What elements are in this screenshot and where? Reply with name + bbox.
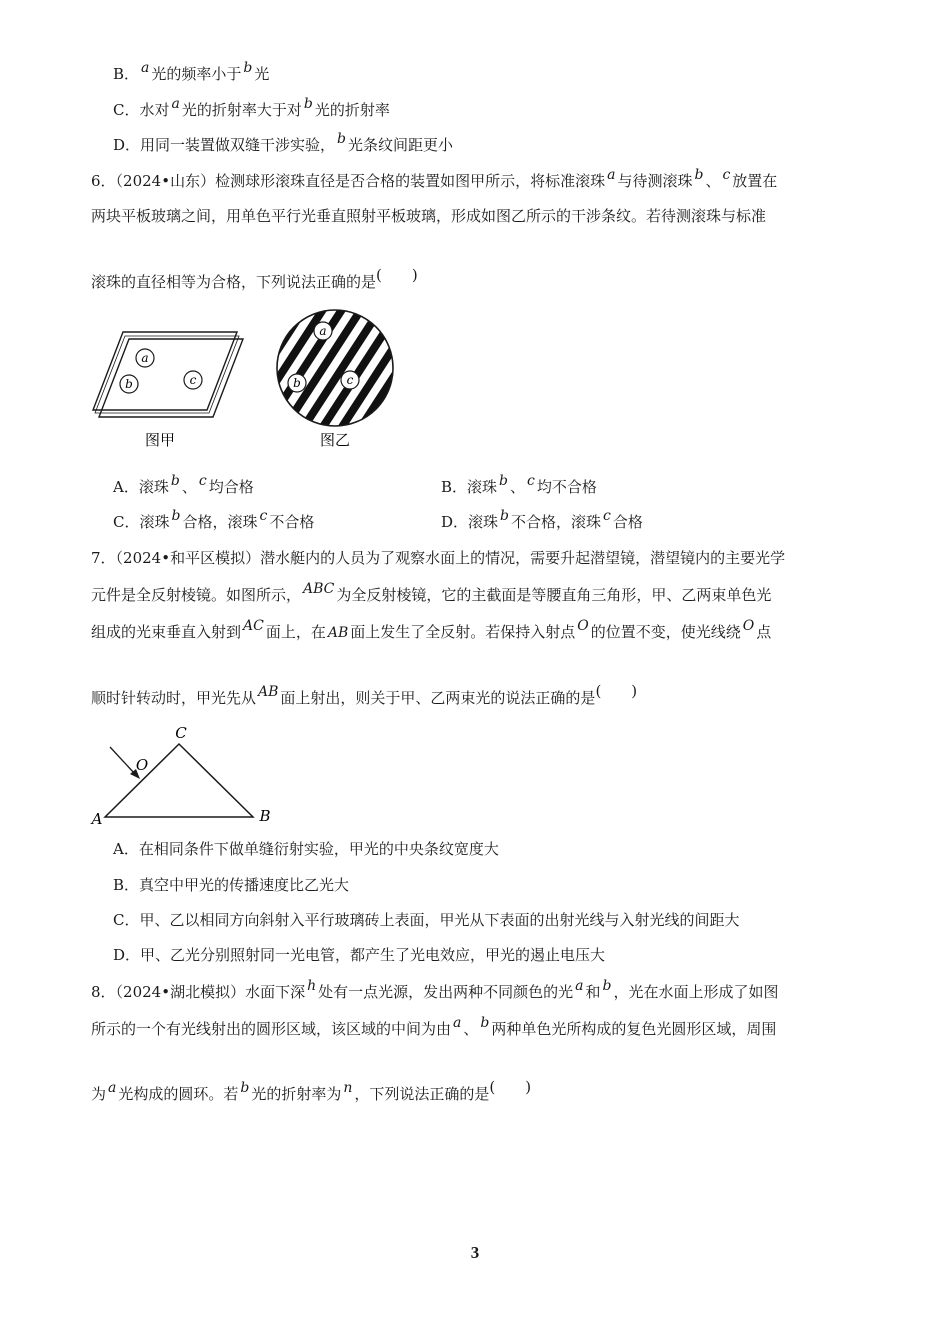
math-var: b: [243, 60, 253, 76]
math-var: a: [171, 96, 180, 112]
stem-text: 检测球形滚珠直径是否合格的装置如图甲所示，将标准滚珠: [215, 172, 606, 190]
math-var: b: [602, 978, 612, 994]
fig-jia-glass-plates: [93, 332, 243, 417]
option-text: 光的频率小于: [151, 65, 242, 83]
option-label: B．: [113, 876, 140, 894]
math-var: b: [500, 508, 510, 524]
q5-option-c: [113, 96, 390, 121]
option-text: 甲、乙以相同方向斜射入平行玻璃砖上表面，甲光从下表面的出射光线与入射光线的间距大: [139, 911, 740, 929]
option-text: 滚珠: [138, 478, 169, 496]
stem-text: 潜水艇内的人员为了观察水面上的情况，需要升起潜望镜，潜望镜内的主要光学: [260, 549, 786, 567]
math-var: c: [198, 473, 207, 489]
label-O: O: [135, 756, 149, 774]
option-text: 在相同条件下做单缝衍射实验，甲光的中央条纹宽度大: [138, 840, 499, 858]
q6-figures: [85, 308, 415, 458]
option-label: D．: [441, 513, 469, 531]
option-text: 光: [254, 65, 270, 83]
stem-text: 面上射出，则关于甲、乙两束光的说法正确的是: [280, 689, 596, 707]
stem-text: 点: [756, 623, 772, 641]
ball-a-label-yi: a: [319, 324, 327, 338]
math-var: b: [480, 1015, 490, 1031]
math-var: ABC: [303, 581, 335, 597]
question-source: （2024•和平区模拟）: [115, 549, 261, 567]
option-text: 水对: [139, 101, 170, 119]
q7-stem-line3: [91, 618, 772, 643]
option-label: C．: [113, 101, 140, 119]
stem-text: 滚珠的直径相等为合格，下列说法正确的是: [91, 273, 377, 291]
label-B: B: [259, 807, 271, 825]
q6-option-d: [441, 508, 643, 533]
option-text: 用同一装置做双缝干涉实验，: [140, 136, 336, 154]
stem-text: 面上发生了全反射。若保持入射点: [350, 623, 576, 641]
question-number: 7．: [91, 549, 116, 567]
option-text: 光的折射率: [314, 101, 390, 119]
q6-option-b: [441, 473, 597, 498]
question-source: （2024•湖北模拟）: [115, 983, 246, 1001]
option-text: 不合格，滚珠: [511, 513, 602, 531]
question-source: （2024•山东）: [115, 172, 216, 190]
stem-text: 和: [585, 983, 601, 1001]
math-var: AC: [243, 618, 264, 634]
option-label: A．: [113, 840, 139, 858]
math-var: b: [694, 167, 704, 183]
math-var: h: [307, 978, 317, 994]
option-text: 均不合格: [536, 478, 597, 496]
option-text: 滚珠: [468, 513, 499, 531]
math-var: b: [170, 473, 180, 489]
answer-blank: ( ): [489, 1078, 532, 1096]
q6-option-c: [113, 508, 315, 533]
stem-text: 两种单色光所构成的复色光圆形区域，周围: [491, 1020, 777, 1038]
q8-stem-line3: [91, 1078, 532, 1105]
stem-text: ，下列说法正确的是: [354, 1085, 490, 1103]
answer-blank: ( ): [595, 682, 638, 700]
option-text: 、: [510, 478, 526, 496]
stem-text: 、: [705, 172, 721, 190]
stem-text: 、: [463, 1020, 479, 1038]
math-var: n: [343, 1080, 353, 1096]
math-var: c: [722, 167, 731, 183]
q8-stem-line1: [91, 978, 779, 1003]
math-var: c: [527, 473, 535, 489]
math-var: b: [499, 473, 509, 489]
stem-text: 光的折射率为: [251, 1085, 342, 1103]
option-label: D．: [113, 946, 141, 964]
option-text: 合格，滚珠: [182, 513, 258, 531]
math-var: b: [337, 131, 347, 147]
q5-option-d: [113, 131, 454, 156]
q7-prism-figure: [85, 720, 285, 830]
q7-stem-line4: [91, 682, 638, 709]
q6-stem-line2: 两块平板玻璃之间，用单色平行光垂直照射平板玻璃，形成如图乙所示的干涉条纹。若待测滚珠与标准: [91, 207, 767, 225]
prism-triangle: [105, 744, 253, 817]
option-text: 、: [181, 478, 197, 496]
stem-text: 处有一点光源，发出两种不同颜色的光: [318, 983, 574, 1001]
fig-jia-caption: 图甲: [144, 431, 176, 449]
option-label: A．: [113, 478, 139, 496]
option-label: B．: [113, 65, 140, 83]
q7-option-a: [113, 839, 499, 859]
math-var: a: [575, 978, 584, 994]
answer-blank: ( ): [376, 266, 418, 284]
option-text: 光条纹间距更小: [348, 136, 454, 154]
option-text: 均合格: [208, 478, 254, 496]
q8-stem-line2: [91, 1015, 777, 1040]
math-var: b: [171, 508, 181, 524]
option-label: C．: [113, 911, 140, 929]
option-text: 不合格: [269, 513, 315, 531]
stem-text: 所示的一个有光线射出的圆形区域，该区域的中间为由: [91, 1020, 452, 1038]
math-var: c: [259, 508, 268, 524]
fig-jia-balls: [120, 349, 202, 393]
incident-ray: [110, 747, 135, 774]
math-var: O: [577, 618, 589, 634]
q6-option-a: [113, 473, 254, 498]
q6-stem-line3: [91, 266, 418, 292]
label-C: C: [175, 724, 187, 742]
math-var: b: [240, 1080, 250, 1096]
option-label: B．: [441, 478, 468, 496]
stem-text: 光构成的圆环。若: [118, 1085, 239, 1103]
stem-text: ，光在水面上形成了如图: [613, 983, 779, 1001]
stem-text: 组成的光束垂直入射到: [91, 623, 242, 641]
stem-text: 与待测滚珠: [617, 172, 693, 190]
math-var: AB: [258, 684, 279, 700]
q5-option-b: [113, 60, 270, 85]
q6-stem-line1: [91, 167, 778, 192]
ball-c-label-yi: c: [346, 373, 354, 387]
option-text: 滚珠: [139, 513, 170, 531]
q7-option-b: [113, 875, 349, 895]
math-var: AB: [327, 625, 349, 641]
ball-a-label: a: [141, 351, 149, 365]
q7-option-d: [113, 945, 605, 965]
ball-c-label: c: [189, 373, 197, 387]
math-var: a: [607, 167, 616, 183]
math-var: O: [742, 618, 755, 634]
option-text: 合格: [612, 513, 643, 531]
option-label: D．: [113, 136, 141, 154]
question-number: 8．: [91, 983, 116, 1001]
stem-text: 的位置不变，使光线绕: [590, 623, 741, 641]
math-var: c: [603, 508, 611, 524]
stem-text: 元件是全反射棱镜。如图所示，: [91, 586, 302, 604]
math-var: b: [303, 96, 313, 112]
stem-text: 顺时针转动时，甲光先从: [91, 689, 257, 707]
option-text: 甲、乙光分别照射同一光电管，都产生了光电效应，甲光的遏止电压大: [140, 946, 606, 964]
stem-text: 面上，在: [265, 623, 326, 641]
q7-option-c: [113, 910, 740, 930]
option-text: 光的折射率大于对: [181, 101, 302, 119]
stem-text: 为全反射棱镜，它的主截面是等腰直角三角形，甲、乙两束单色光: [336, 586, 772, 604]
ball-b-label: b: [125, 377, 133, 391]
stem-text: 水面下深: [245, 983, 306, 1001]
page-number: 3: [470, 1243, 480, 1262]
fig-yi-caption: 图乙: [319, 431, 351, 449]
q7-stem-line2: [91, 581, 772, 606]
option-text: 滚珠: [467, 478, 498, 496]
question-number: 6．: [91, 172, 116, 190]
option-text: 真空中甲光的传播速度比乙光大: [139, 876, 350, 894]
math-var: a: [108, 1080, 117, 1096]
label-A: A: [91, 810, 103, 828]
q7-stem-line1: [91, 548, 785, 568]
math-var: a: [453, 1015, 462, 1031]
stem-text: 为: [91, 1085, 107, 1103]
ball-b-label-yi: b: [293, 376, 301, 390]
option-label: C．: [113, 513, 140, 531]
stem-text: 放置在: [732, 172, 778, 190]
math-var: a: [141, 60, 150, 76]
